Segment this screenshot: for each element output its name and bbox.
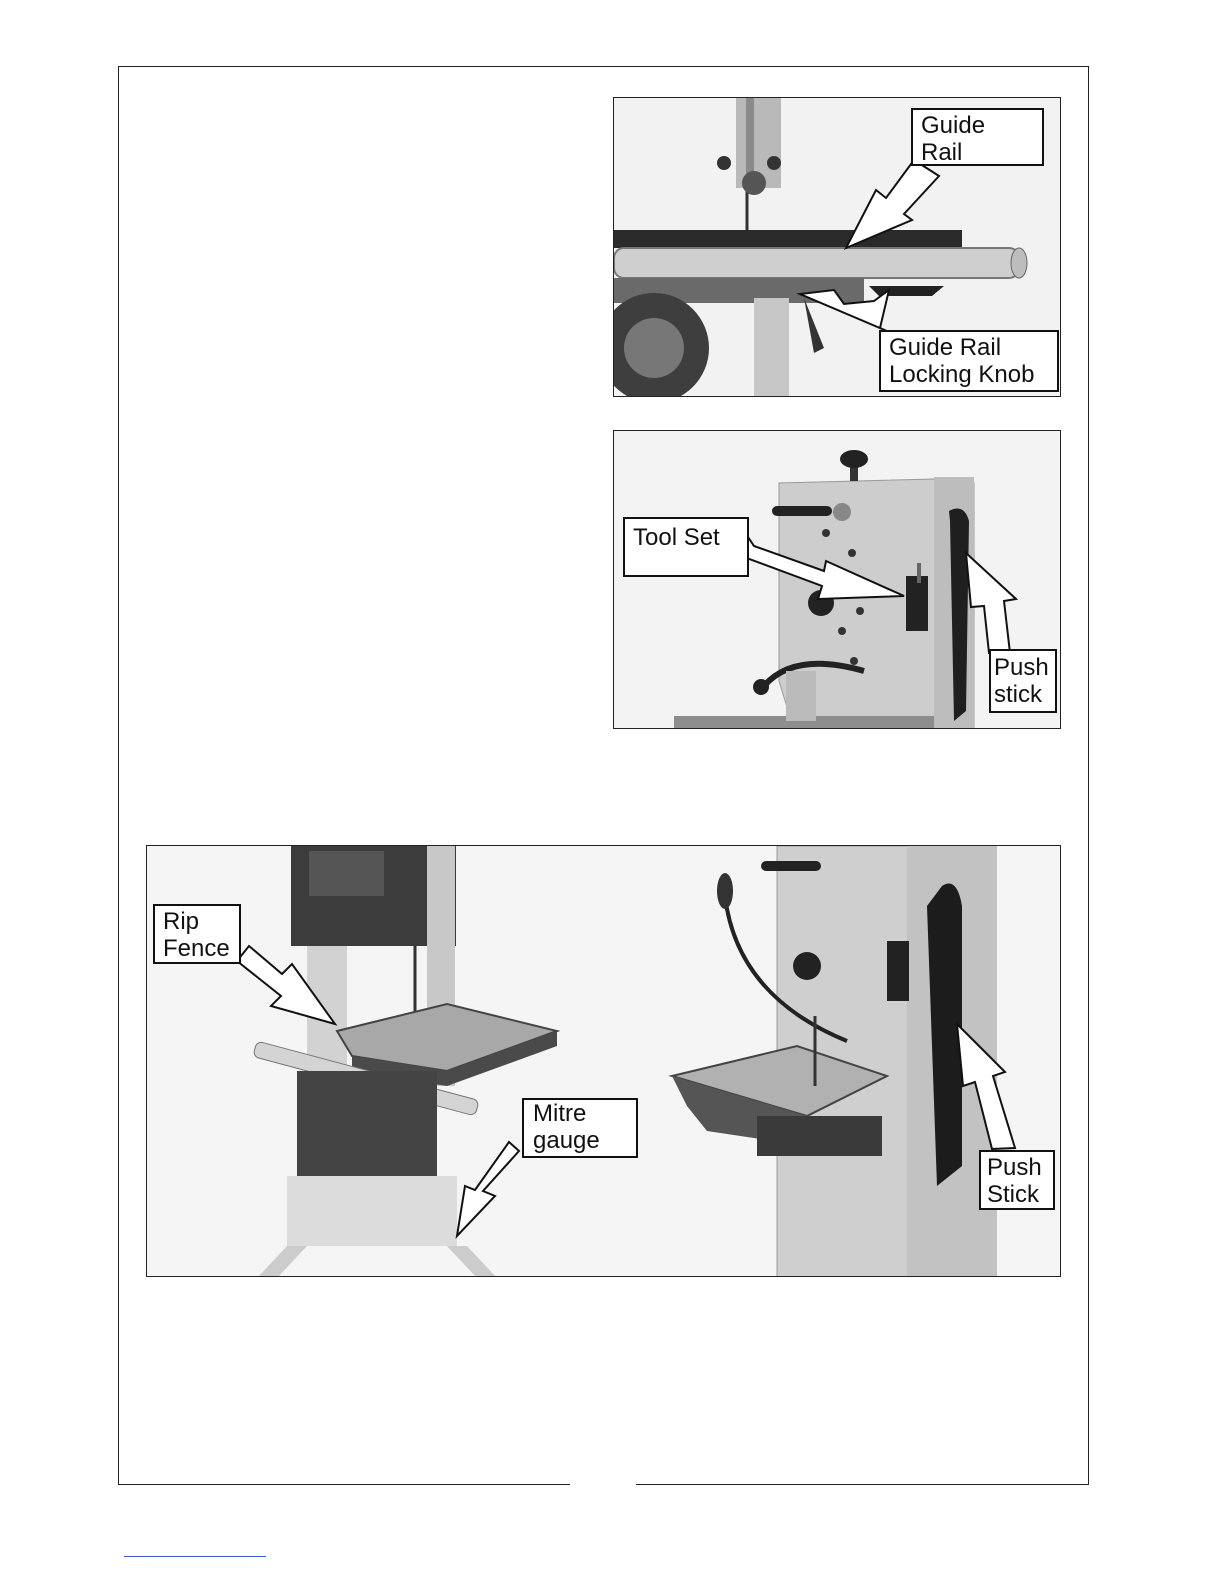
guide-rail-photo <box>613 97 1061 397</box>
bottom-rule-left <box>118 1484 570 1485</box>
guide-rail-locking-knob-label: Guide Rail Locking Knob <box>879 330 1059 392</box>
tool-set-label: Tool Set <box>623 517 749 577</box>
mitre-gauge-label: Mitre gauge <box>522 1098 638 1158</box>
guide-rail-label: Guide Rail <box>911 108 1044 166</box>
tool-set-photo <box>613 430 1061 729</box>
push-stick-label-top: Push stick <box>989 649 1057 713</box>
bandsaw-photo <box>146 845 1061 1277</box>
bottom-rule-right <box>636 1484 1089 1485</box>
rip-fence-label: Rip Fence <box>153 904 241 964</box>
footer-link-underline <box>124 1556 266 1557</box>
push-stick-label-bottom: Push Stick <box>979 1150 1055 1210</box>
bandsaw-arrows <box>147 846 1061 1277</box>
